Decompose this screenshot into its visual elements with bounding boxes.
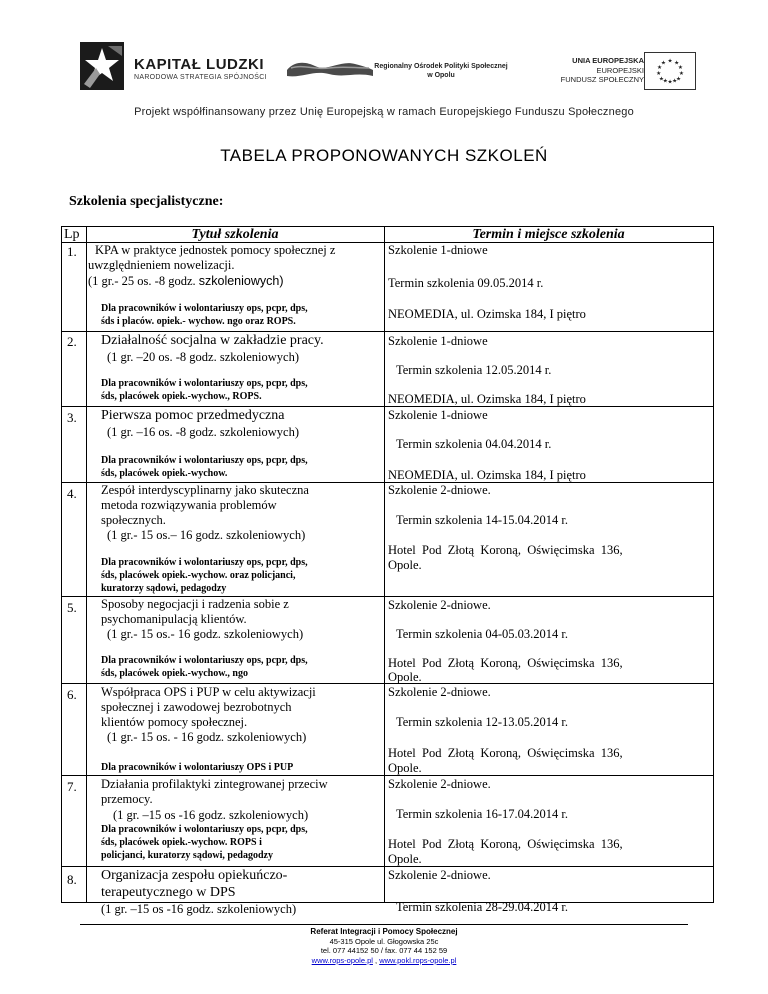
row-8-term-date: Termin szkolenia 28-29.04.2014 r. — [396, 900, 569, 914]
row-4-title-line-4: (1 gr.- 15 os.– 16 godz. szkoleniowych) — [107, 528, 306, 542]
svg-text:★: ★ — [656, 70, 662, 77]
row-1-title-line-2: uwzględnieniem nowelizacji. — [88, 258, 235, 272]
row-3-term-date: Termin szkolenia 04.04.2014 r. — [396, 437, 552, 451]
row-1-term-date: Termin szkolenia 09.05.2014 r. — [388, 276, 544, 290]
row-2-term-date: Termin szkolenia 12.05.2014 r. — [396, 363, 552, 377]
row-7-title-line-3: (1 gr. –15 os -16 godz. szkoleniowych) — [113, 808, 309, 822]
svg-text:★: ★ — [677, 65, 683, 72]
row-8-title-line-3: (1 gr. –15 os -16 godz. szkoleniowych) — [101, 902, 297, 916]
row-border-2 — [61, 406, 713, 407]
svg-text:★: ★ — [657, 65, 663, 72]
row-border-7 — [61, 866, 713, 867]
row-5-title-line-1: Sposoby negocjacji i radzenia sobie z — [101, 597, 289, 611]
row-2-place: NEOMEDIA, ul. Ozimska 184, I piętro — [388, 392, 586, 406]
col-border-lp — [86, 226, 87, 903]
row-1-group-info-end: szkoleniowych) — [198, 274, 284, 288]
footer-divider — [80, 924, 688, 925]
row-7-target-line-2: śds, placówek opiek.-wychow. ROPS i — [101, 837, 262, 848]
footer-link-pokl[interactable]: www.pokl.rops-opole.pl — [379, 955, 457, 965]
svg-text:★: ★ — [674, 60, 680, 67]
eu-line-1: UNIA EUROPEJSKA — [572, 56, 644, 65]
document-title: TABELA PROPONOWANYCH SZKOLEŃ — [220, 146, 548, 165]
row-1-title-line-3 — [88, 274, 284, 289]
row-2-title-line-2: (1 gr. –20 os. -8 godz. szkoleniowych) — [107, 350, 299, 364]
row-3-place: NEOMEDIA, ul. Ozimska 184, I piętro — [388, 468, 586, 482]
row-1-target-line-1: Dla pracowników i wolontariuszy ops, pcpr, dps, — [101, 303, 308, 314]
footer-link-separator: , — [372, 955, 380, 965]
row-1-target-line-2: śds i placów. opiek.- wychow. ngo oraz ROPS. — [101, 316, 296, 327]
row-5-term-date: Termin szkolenia 04-05.03.2014 r. — [396, 627, 569, 641]
row-6-place-line-1: Hotel Pod Złotą Koroną, Oświęcimska 136, — [388, 746, 623, 760]
svg-text:★: ★ — [658, 76, 665, 83]
row-2-lp: 2. — [67, 334, 77, 349]
row-1-term-type: Szkolenie 1-dniowe — [388, 243, 488, 257]
col-border-right — [713, 226, 714, 903]
section-heading: Szkolenia specjalistyczne: — [69, 194, 224, 209]
row-5-title-line-2: psychomanipulacją klientów. — [101, 612, 247, 626]
project-funding-line: Projekt współfinansowany przez Unię Europejską w ramach Europejskiego Funduszu Społecznego — [134, 106, 634, 118]
row-1-group-info: (1 gr.- 25 os. -8 godz. — [88, 274, 199, 288]
svg-text:★: ★ — [667, 58, 673, 65]
row-5-title-line-3: (1 gr.- 15 os.- 16 godz. szkoleniowych) — [107, 627, 304, 641]
row-3-term-type: Szkolenie 1-dniowe — [388, 408, 488, 422]
row-7-place-line-1: Hotel Pod Złotą Koroną, Oświęcimska 136, — [388, 837, 623, 851]
rops-line-2: w Opolu — [427, 72, 455, 79]
footer-org: Referat Integracji i Pomocy Społecznej — [310, 927, 458, 936]
page-footer — [0, 927, 768, 965]
row-4-term-date: Termin szkolenia 14-15.04.2014 r. — [396, 513, 569, 527]
row-7-place-line-2: Opole. — [388, 852, 422, 866]
row-5-place-line-1: Hotel Pod Złotą Koroną, Oświęcimska 136, — [388, 656, 623, 670]
row-4-title-line-3: społecznych. — [101, 513, 166, 527]
rops-line-1: Regionalny Ośrodek Polityki Społecznej — [374, 63, 508, 70]
eu-line-3: FUNDUSZ SPOŁECZNY — [560, 75, 644, 84]
row-7-title-line-2: przemocy. — [101, 792, 153, 806]
row-2-target-line-2: śds, placówek opiek.-wychow., ROPS. — [101, 391, 262, 402]
row-3-title-line-2: (1 gr. –16 os. -8 godz. szkoleniowych) — [107, 425, 299, 439]
kapital-ludzki-title: KAPITAŁ LUDZKI — [134, 56, 265, 73]
row-8-title-line-2: terapeutycznego w DPS — [101, 885, 236, 900]
row-5-lp: 5. — [67, 600, 77, 615]
footer-phone: tel. 077 44152 50 / fax. 077 44 152 59 — [320, 946, 448, 955]
row-6-place-line-2: Opole. — [388, 761, 422, 775]
row-4-term-type: Szkolenie 2-dniowe. — [388, 483, 491, 497]
row-6-title-line-2: społecznej i zawodowej bezrobotnych — [101, 700, 292, 714]
row-5-place-line-2: Opole. — [388, 670, 422, 684]
row-1-title-line-1: KPA w praktyce jednostek pomocy społecznej z — [95, 243, 336, 257]
row-8-lp: 8. — [67, 872, 77, 887]
row-7-term-type: Szkolenie 2-dniowe. — [388, 777, 491, 791]
page-header — [0, 0, 768, 118]
row-2-target-line-1: Dla pracowników i wolontariuszy ops, pcpr, dps, — [101, 378, 308, 389]
svg-text:★: ★ — [662, 78, 668, 85]
column-header-term: Termin i miejsce szkolenia — [472, 227, 625, 242]
row-2-title-line-1: Działalność socjalna w zakładzie pracy. — [101, 333, 324, 348]
footer-links — [0, 956, 768, 966]
eu-line-2: EUROPEJSKI — [596, 65, 644, 75]
svg-text:★: ★ — [678, 70, 684, 77]
row-4-lp: 4. — [67, 486, 77, 501]
row-7-term-date: Termin szkolenia 16-17.04.2014 r. — [396, 807, 569, 821]
row-7-target-line-3: policjanci, kuratorzy sądowi, pedagodzy — [101, 850, 273, 861]
eu-label — [538, 56, 644, 85]
row-4-target-line-3: kuratorzy sądowi, pedagodzy — [101, 583, 227, 594]
row-4-place-line-1: Hotel Pod Złotą Koroną, Oświęcimska 136, — [388, 543, 623, 557]
row-border-5 — [61, 683, 713, 684]
row-8-title-line-1: Organizacja zespołu opiekuńczo- — [101, 868, 288, 883]
row-7-title-line-1: Działania profilaktyki zintegrowanej przeciw — [101, 777, 328, 791]
row-4-title-line-1: Zespół interdyscyplinarny jako skuteczna — [101, 483, 309, 497]
eu-flag-icon — [644, 52, 696, 90]
column-header-title: Tytuł szkolenia — [191, 227, 279, 242]
col-border-left — [61, 226, 62, 903]
footer-link-rops[interactable]: www.rops-opole.pl — [311, 955, 373, 965]
row-5-target-line-2: śds, placówek opiek.-wychow., ngo — [101, 668, 248, 679]
svg-text:★: ★ — [667, 79, 673, 86]
row-6-lp: 6. — [67, 687, 77, 702]
row-5-term-type: Szkolenie 2-dniowe. — [388, 598, 491, 612]
svg-text:★: ★ — [675, 76, 682, 83]
kapital-ludzki-logo-icon — [76, 38, 128, 94]
svg-text:★: ★ — [672, 78, 678, 85]
row-3-title-line-1: Pierwsza pomoc przedmedyczna — [101, 408, 285, 423]
row-3-target-line-2: śds, placówek opiek.-wychow. — [101, 468, 228, 479]
svg-text:★: ★ — [660, 60, 666, 67]
row-3-lp: 3. — [67, 410, 77, 425]
row-6-title-line-1: Współpraca OPS i PUP w celu aktywizacji — [101, 685, 316, 699]
kapital-ludzki-subtitle: NARODOWA STRATEGIA SPÓJNOŚCI — [134, 74, 267, 81]
col-border-title — [384, 226, 385, 903]
rops-logo-icon — [285, 56, 375, 78]
row-8-term-type: Szkolenie 2-dniowe. — [388, 868, 491, 882]
rops-name — [374, 62, 508, 80]
row-6-title-line-3: klientów pomocy społecznej. — [101, 715, 248, 729]
row-4-target-line-1: Dla pracowników i wolontariuszy ops, pcpr, dps, — [101, 557, 308, 568]
row-6-term-type: Szkolenie 2-dniowe. — [388, 685, 491, 699]
row-border-6 — [61, 775, 713, 776]
trainings-table — [61, 226, 713, 916]
row-7-target-line-1: Dla pracowników i wolontariuszy ops, pcpr, dps, — [101, 824, 308, 835]
row-4-target-line-2: śds, placówek opiek.-wychow. oraz policjanci, — [101, 570, 296, 581]
row-6-term-date: Termin szkolenia 12-13.05.2014 r. — [396, 715, 569, 729]
row-1-place: NEOMEDIA, ul. Ozimska 184, I piętro — [388, 307, 586, 321]
row-1-lp: 1. — [67, 244, 77, 259]
row-6-target-line-1: Dla pracowników i wolontariuszy OPS i PUP — [101, 762, 294, 773]
row-3-target-line-1: Dla pracowników i wolontariuszy ops, pcpr, dps, — [101, 455, 308, 466]
row-2-term-type: Szkolenie 1-dniowe — [388, 334, 488, 348]
row-5-target-line-1: Dla pracowników i wolontariuszy ops, pcpr, dps, — [101, 655, 308, 666]
footer-address: 45-315 Opole ul. Głogowska 25c — [329, 936, 439, 946]
row-4-place-line-2: Opole. — [388, 558, 422, 572]
row-7-lp: 7. — [67, 779, 77, 794]
row-6-title-line-4: (1 gr.- 15 os. - 16 godz. szkoleniowych) — [107, 730, 307, 744]
row-border-1 — [61, 331, 713, 332]
column-header-lp: Lp — [64, 227, 80, 242]
row-4-title-line-2: metoda rozwiązywania problemów — [101, 498, 277, 512]
